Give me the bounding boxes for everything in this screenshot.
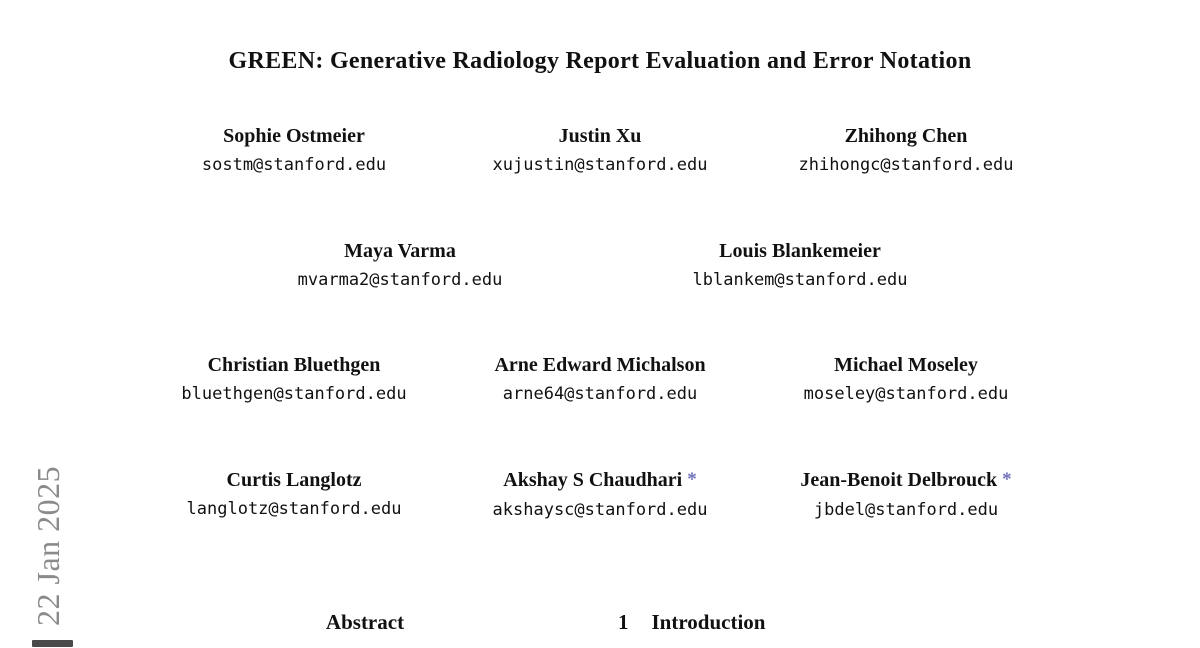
author-row (140, 124, 1060, 175)
author-row (140, 239, 1060, 290)
author-name (600, 239, 1000, 263)
author-name (447, 468, 753, 493)
author-email: zhihongc@stanford.edu (798, 155, 1014, 175)
author-name (753, 353, 1059, 377)
author-name-text: Louis Blankemeier (719, 240, 881, 262)
section-number: 1 (618, 610, 629, 634)
author-email: arne64@stanford.edu (502, 384, 698, 404)
author-name-text: Zhihong Chen (844, 125, 968, 147)
author-email: jbdel@stanford.edu (813, 500, 999, 520)
arxiv-sidebar-date: 22 Jan 2025 (30, 465, 66, 626)
author-name (141, 353, 447, 377)
author-name (447, 124, 753, 148)
author-block (141, 468, 447, 520)
author-email: xujustin@stanford.edu (492, 155, 708, 175)
introduction-heading (618, 610, 765, 635)
author-block (447, 124, 753, 175)
abstract-heading: Abstract (325, 610, 405, 634)
author-name (141, 468, 447, 492)
author-email: moseley@stanford.edu (803, 384, 1009, 404)
author-block (600, 239, 1000, 290)
author-name-text: Jean-Benoit Delbrouck (800, 469, 998, 491)
author-email: sostm@stanford.edu (201, 155, 387, 175)
author-name-text: Arne Edward Michalson (494, 354, 706, 376)
author-name (753, 124, 1059, 148)
author-email: akshaysc@stanford.edu (492, 500, 708, 520)
author-name-text: Curtis Langlotz (226, 469, 362, 491)
author-name (753, 468, 1059, 493)
author-row (140, 468, 1060, 520)
author-name (141, 124, 447, 148)
author-email: mvarma2@stanford.edu (297, 270, 503, 290)
author-block (141, 353, 447, 404)
author-name-text: Michael Moseley (834, 354, 978, 376)
author-email: langlotz@stanford.edu (186, 499, 402, 519)
author-name-text: Akshay S Chaudhari (503, 469, 683, 491)
author-row (140, 353, 1060, 404)
author-name-text: Maya Varma (344, 240, 456, 262)
author-block (753, 124, 1059, 175)
arxiv-sidebar-clipped-glyph (32, 640, 73, 647)
author-name-text: Christian Bluethgen (207, 354, 381, 376)
author-block (447, 353, 753, 404)
footnote-asterisk[interactable]: * (1002, 469, 1012, 490)
author-name-text: Justin Xu (558, 125, 642, 147)
paper-title: GREEN: Generative Radiology Report Evaluation and Error Notation (228, 48, 972, 74)
author-email: bluethgen@stanford.edu (181, 384, 407, 404)
section-title-text: Introduction (651, 610, 766, 634)
author-name (200, 239, 600, 263)
author-block (753, 353, 1059, 404)
author-block (200, 239, 600, 290)
author-block (141, 124, 447, 175)
footnote-asterisk[interactable]: * (687, 469, 697, 490)
author-name-text: Sophie Ostmeier (223, 125, 365, 147)
author-email: lblankem@stanford.edu (692, 270, 908, 290)
author-block (447, 468, 753, 520)
author-block (753, 468, 1059, 520)
author-name (447, 353, 753, 377)
